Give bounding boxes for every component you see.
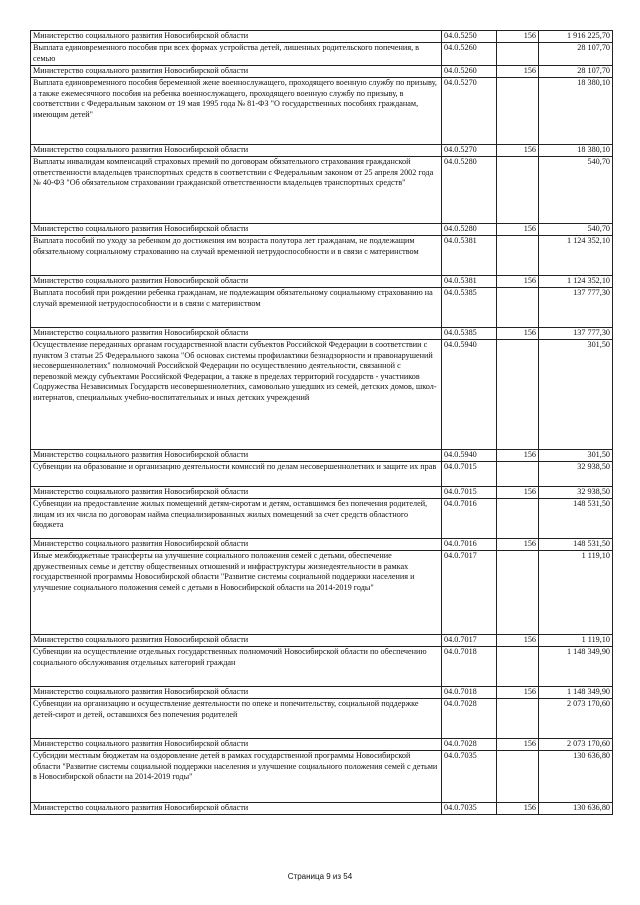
row-name-cell: Выплата единовременного пособия беременной жене военнослужащего, проходящего военную службу по призыву, а также ежемесячного пособия на ребенка военнослужащего, проходящего военную службу по призыву, в соответствии с Федеральным законом от 19 мая 1995 года № 81-ФЗ "О государственных пособиях гражданам, имеющим детей" (31, 78, 442, 145)
row-amount-cell: 130 636,80 (539, 803, 613, 815)
budget-table-body (31, 31, 613, 815)
table-row (31, 31, 613, 43)
row-code-cell: 04.0.7028 (442, 699, 497, 739)
row-amount-cell: 540,70 (539, 224, 613, 236)
row-amount-cell: 137 777,30 (539, 328, 613, 340)
row-code-cell: 04.0.5940 (442, 450, 497, 462)
row-ministry-code-cell: 156 (497, 145, 539, 157)
table-row (31, 803, 613, 815)
row-name-cell: Выплата единовременного пособия при всех формах устройства детей, лишенных родительского попечения, в семью (31, 43, 442, 66)
table-row (31, 739, 613, 751)
row-ministry-code-cell (497, 647, 539, 687)
row-amount-cell: 1 916 225,70 (539, 31, 613, 43)
row-ministry-code-cell (497, 236, 539, 276)
row-name-cell: Министерство социального развития Новосибирской области (31, 328, 442, 340)
row-name-cell: Выплата пособий по уходу за ребенком до достижения им возраста полутора лет гражданам, не подлежащим обязательному социальному страхованию на случай временной нетрудоспособности и в связи с материнством (31, 236, 442, 276)
row-code-cell: 04.0.7035 (442, 803, 497, 815)
row-amount-cell: 1 148 349,90 (539, 647, 613, 687)
table-row (31, 450, 613, 462)
row-name-cell: Министерство социального развития Новосибирской области (31, 224, 442, 236)
table-row (31, 340, 613, 450)
table-row (31, 78, 613, 145)
row-name-cell: Министерство социального развития Новосибирской области (31, 276, 442, 288)
row-ministry-code-cell: 156 (497, 328, 539, 340)
row-name-cell: Осуществление переданных органам государственной власти субъектов Российской Федерации в соответствии с пунктом 3 статьи 25 Федерального закона "Об основах системы профилактики безнадзорности и правонарушений несовершеннолетних" полномочий Российской Федерации по осуществлению деятельности, связанной с перевозкой между субъектами Российской Федерации, а также в пределах территорий государств - участников Содружества Независимых Государств несовершеннолетних, самовольно ушедших из семей, детских домов, школ-интернатов, специальных учебно-воспитательных и иных детских учреждений (31, 340, 442, 450)
table-row (31, 699, 613, 739)
row-amount-cell: 301,50 (539, 450, 613, 462)
row-code-cell: 04.0.5250 (442, 31, 497, 43)
table-row (31, 288, 613, 328)
row-name-cell: Министерство социального развития Новосибирской области (31, 687, 442, 699)
row-ministry-code-cell: 156 (497, 276, 539, 288)
row-name-cell: Министерство социального развития Новосибирской области (31, 31, 442, 43)
row-name-cell: Субвенции на осуществление отдельных государственных полномочий Новосибирской области по обеспечению социального обслуживания отдельных категорий граждан (31, 647, 442, 687)
row-ministry-code-cell (497, 43, 539, 66)
row-amount-cell: 2 073 170,60 (539, 739, 613, 751)
row-amount-cell: 1 119,10 (539, 551, 613, 635)
row-name-cell: Министерство социального развития Новосибирской области (31, 145, 442, 157)
row-code-cell: 04.0.7028 (442, 739, 497, 751)
row-ministry-code-cell (497, 551, 539, 635)
page-footer: Страница 9 из 54 (287, 872, 353, 881)
row-ministry-code-cell (497, 288, 539, 328)
row-name-cell: Министерство социального развития Новосибирской области (31, 803, 442, 815)
row-amount-cell: 1 124 352,10 (539, 236, 613, 276)
row-ministry-code-cell: 156 (497, 224, 539, 236)
table-row (31, 635, 613, 647)
table-row (31, 236, 613, 276)
table-row (31, 224, 613, 236)
row-name-cell: Выплата пособий при рождении ребенка гражданам, не подлежащим обязательному социальному страхованию на случай временной нетрудоспособности и в связи с материнством (31, 288, 442, 328)
table-row (31, 462, 613, 487)
row-code-cell: 04.0.7017 (442, 551, 497, 635)
row-name-cell: Субвенции на организацию и осуществление деятельности по опеке и попечительству, социальной поддержке детей-сирот и детей, оставшихся без попечения родителей (31, 699, 442, 739)
table-row (31, 687, 613, 699)
row-amount-cell: 1 124 352,10 (539, 276, 613, 288)
row-ministry-code-cell: 156 (497, 66, 539, 78)
table-row (31, 751, 613, 803)
table-row (31, 43, 613, 66)
row-code-cell: 04.0.5280 (442, 157, 497, 224)
row-name-cell: Субсидии местным бюджетам на оздоровление детей в рамках государственной программы Новосибирской области "Развитие системы социальной поддержки населения и улучшение социального положения семей с детьми в Новосибирской области на 2014-2019 годы" (31, 751, 442, 803)
row-amount-cell: 148 531,50 (539, 539, 613, 551)
row-name-cell: Министерство социального развития Новосибирской области (31, 66, 442, 78)
row-name-cell: Министерство социального развития Новосибирской области (31, 487, 442, 499)
row-amount-cell: 2 073 170,60 (539, 699, 613, 739)
table-row (31, 499, 613, 539)
row-ministry-code-cell: 156 (497, 635, 539, 647)
row-code-cell: 04.0.5270 (442, 78, 497, 145)
table-row (31, 551, 613, 635)
row-ministry-code-cell: 156 (497, 687, 539, 699)
row-ministry-code-cell: 156 (497, 31, 539, 43)
row-code-cell: 04.0.7018 (442, 647, 497, 687)
row-ministry-code-cell (497, 340, 539, 450)
row-name-cell: Министерство социального развития Новосибирской области (31, 539, 442, 551)
table-row (31, 276, 613, 288)
row-code-cell: 04.0.7035 (442, 751, 497, 803)
row-name-cell: Иные межбюджетные трансферты на улучшение социального положения семей с детьми, обеспечение дружественных семье и детству общественных отношений и инфраструктуры жизнедеятельности в рамках государственной программы Новосибирской области "Развитие системы социальной поддержки населения и улучшение социального положения семей с детьми в Новосибирской области на 2014-2019 годы" (31, 551, 442, 635)
row-amount-cell: 148 531,50 (539, 499, 613, 539)
row-code-cell: 04.0.7016 (442, 539, 497, 551)
row-ministry-code-cell (497, 751, 539, 803)
row-ministry-code-cell (497, 499, 539, 539)
row-name-cell: Субвенции на образование и организацию деятельности комиссий по делам несовершеннолетних и защите их прав (31, 462, 442, 487)
row-amount-cell: 1 148 349,90 (539, 687, 613, 699)
table-row (31, 66, 613, 78)
row-code-cell: 04.0.5385 (442, 288, 497, 328)
row-ministry-code-cell (497, 78, 539, 145)
row-amount-cell: 28 107,70 (539, 43, 613, 66)
row-amount-cell: 130 636,80 (539, 751, 613, 803)
row-code-cell: 04.0.5260 (442, 43, 497, 66)
row-code-cell: 04.0.5940 (442, 340, 497, 450)
row-code-cell: 04.0.5381 (442, 236, 497, 276)
row-amount-cell: 18 380,10 (539, 78, 613, 145)
row-code-cell: 04.0.5270 (442, 145, 497, 157)
row-ministry-code-cell (497, 699, 539, 739)
row-code-cell: 04.0.5260 (442, 66, 497, 78)
table-row (31, 157, 613, 224)
row-name-cell: Министерство социального развития Новосибирской области (31, 450, 442, 462)
row-ministry-code-cell (497, 157, 539, 224)
row-amount-cell: 137 777,30 (539, 288, 613, 328)
row-code-cell: 04.0.5385 (442, 328, 497, 340)
row-amount-cell: 32 938,50 (539, 462, 613, 487)
row-amount-cell: 18 380,10 (539, 145, 613, 157)
row-code-cell: 04.0.7015 (442, 462, 497, 487)
row-ministry-code-cell: 156 (497, 487, 539, 499)
table-row (31, 647, 613, 687)
table-row (31, 487, 613, 499)
row-code-cell: 04.0.5381 (442, 276, 497, 288)
table-row (31, 145, 613, 157)
row-amount-cell: 28 107,70 (539, 66, 613, 78)
row-ministry-code-cell: 156 (497, 539, 539, 551)
row-name-cell: Выплаты инвалидам компенсаций страховых премий по договорам обязательного страхования гражданской ответственности владельцев транспортных средств в соответствии с Федеральным законом от 25 апреля 2002 года № 40-ФЗ "Об обязательном страховании гражданской ответственности владельцев транспортных средств" (31, 157, 442, 224)
row-ministry-code-cell: 156 (497, 739, 539, 751)
row-ministry-code-cell: 156 (497, 803, 539, 815)
table-row (31, 539, 613, 551)
row-ministry-code-cell (497, 462, 539, 487)
document-page (30, 30, 612, 815)
row-amount-cell: 540,70 (539, 157, 613, 224)
row-ministry-code-cell: 156 (497, 450, 539, 462)
row-name-cell: Министерство социального развития Новосибирской области (31, 635, 442, 647)
row-amount-cell: 301,50 (539, 340, 613, 450)
row-code-cell: 04.0.7018 (442, 687, 497, 699)
row-name-cell: Министерство социального развития Новосибирской области (31, 739, 442, 751)
row-name-cell: Субвенции на предоставление жилых помещений детям-сиротам и детям, оставшимся без попечения родителей, лицам из их числа по договорам найма специализированных жилых помещений за счет средств областного бюджета (31, 499, 442, 539)
row-code-cell: 04.0.7015 (442, 487, 497, 499)
table-row (31, 328, 613, 340)
budget-table (30, 30, 613, 815)
row-amount-cell: 32 938,50 (539, 487, 613, 499)
row-code-cell: 04.0.7016 (442, 499, 497, 539)
row-code-cell: 04.0.7017 (442, 635, 497, 647)
row-code-cell: 04.0.5280 (442, 224, 497, 236)
row-amount-cell: 1 119,10 (539, 635, 613, 647)
